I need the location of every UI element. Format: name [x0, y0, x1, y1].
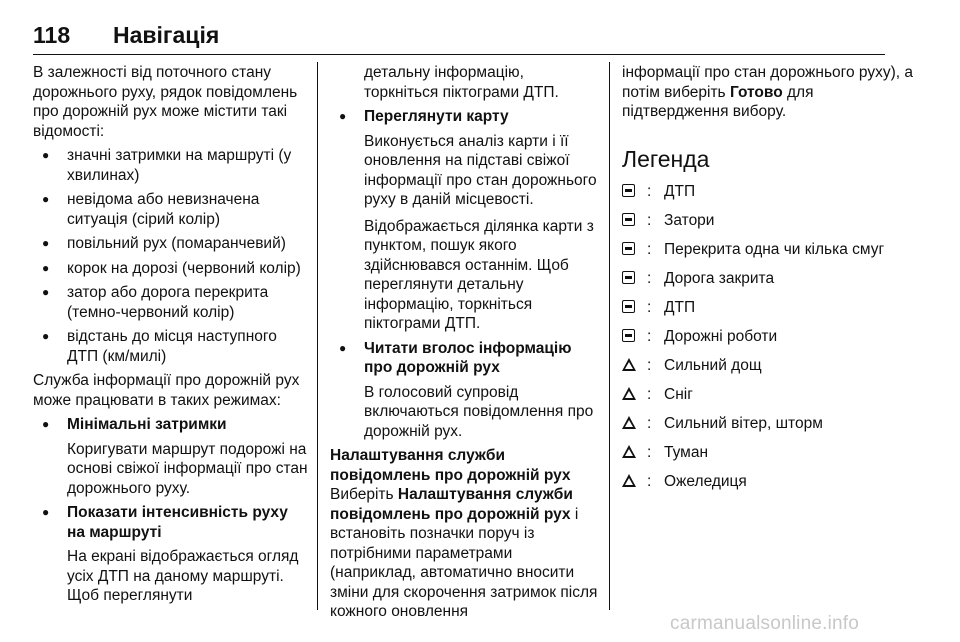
- mode-title: ● Переглянути карту: [364, 108, 509, 125]
- column-2: [330, 63, 598, 622]
- legend-item: : ДТП: [622, 298, 922, 327]
- legend-label: ДТП: [664, 182, 696, 200]
- service-intro: Служба інформації про дорожній рух може працювати в таких режимах:: [33, 372, 300, 409]
- column-divider-1: [317, 62, 318, 610]
- settings-paragraph: [330, 485, 598, 622]
- legend-item: : Затори: [622, 211, 922, 240]
- list-item: ● корок на дорозі (червоний колір): [33, 259, 308, 279]
- mode-title: ● Читати вголос інформацію про дорожній рух: [364, 339, 572, 376]
- continued-paragraph: [622, 63, 922, 122]
- continued-text: інформації про стан дорожнього руху), а потім виберіть: [622, 64, 913, 101]
- list-item: ● значні затримки на маршруті (у хвилинах): [33, 146, 308, 185]
- heavy-rain-icon: [622, 358, 636, 371]
- road-closed-icon: [622, 271, 635, 284]
- lane-closed-icon: [622, 242, 635, 255]
- settings-text: Виберіть: [330, 486, 398, 503]
- settings-menu-label: Налаштування служби повідомлень про дорожній рух: [330, 486, 573, 523]
- mode-title: ● Показати інтенсивність руху на маршруті: [67, 504, 288, 541]
- mode-body: Коригувати маршрут подорожі на основі свіжої інформації про стан дорожнього руху.: [67, 440, 308, 497]
- mode-body: В голосовий супровід включаються повідомлення про дорожній рух.: [364, 383, 594, 440]
- legend-list: [622, 182, 922, 501]
- intro-paragraph: В залежності від поточного стану дорожнього руху, рядок повідомлень про дорожній рух може містити такі відомості:: [33, 64, 298, 140]
- legend-item: : Перекрита одна чи кілька смуг: [622, 240, 922, 269]
- mode-body: Виконується аналіз карти і її оновлення на підставі свіжої інформації про стан дорожнього руху в даній місцевості.: [364, 132, 597, 208]
- fog-icon: [622, 445, 636, 458]
- legend-label: Дорога закрита: [664, 269, 775, 287]
- chapter-title: Навігація: [113, 22, 220, 48]
- list-item: [33, 415, 308, 498]
- congestion-icon: [622, 213, 635, 226]
- strong-wind-icon: [622, 416, 636, 429]
- legend-label: Перекрита одна чи кілька смуг: [664, 240, 885, 258]
- legend-item: : Дорога закрита: [622, 269, 922, 298]
- ice-icon: [622, 474, 636, 487]
- done-label: Готово: [729, 83, 783, 101]
- list-item: ● затор або дорога перекрита (темно-червоний колір): [33, 283, 308, 322]
- continued-text: для підтвердження вибору.: [622, 83, 814, 120]
- column-1: [33, 63, 308, 611]
- legend-label: Затори: [664, 211, 715, 229]
- section-title: Налаштування служби повідомлень про дорожній рух: [330, 447, 571, 484]
- legend-label: Сильний вітер, шторм: [664, 414, 823, 432]
- legend-item: : Сильний вітер, шторм: [622, 414, 922, 443]
- legend-item: : Ожеледиця: [622, 472, 922, 501]
- list-item: [330, 339, 598, 442]
- mode-body: На екрані відображається огляд усіх ДТП на даному маршруті. Щоб переглянути: [67, 548, 299, 604]
- watermark: carmanualsonline.info: [670, 613, 860, 634]
- column-3: [622, 63, 922, 501]
- legend-item: : ДТП: [622, 182, 922, 211]
- mode-title: ● Мінімальні затримки: [67, 416, 227, 433]
- legend-label: Сильний дощ: [664, 356, 762, 374]
- mode-list: [330, 107, 598, 441]
- snow-icon: [622, 387, 636, 400]
- legend-item: : Туман: [622, 443, 922, 472]
- legend-item: : Сніг: [622, 385, 922, 414]
- accident-icon: [622, 184, 635, 197]
- settings-text: і встановіть позначки поруч із потрібними параметрами (наприклад, автоматично вносити зміни для скорочення затримок після кожного оновлення: [330, 505, 598, 620]
- incident-icon: [622, 300, 635, 313]
- column-divider-2: [609, 62, 610, 610]
- list-item: ● відстань до місця наступного ДТП (км/милі): [33, 327, 308, 366]
- legend-label: Сніг: [664, 385, 693, 403]
- list-item: [330, 107, 598, 334]
- page-header: [33, 22, 885, 55]
- mode-list: [33, 415, 308, 606]
- status-bullet-list: [33, 146, 308, 366]
- page-number: 118: [33, 22, 71, 48]
- legend-item: : Сильний дощ: [622, 356, 922, 385]
- list-item: [33, 503, 308, 606]
- list-item: ● повільний рух (помаранчевий): [33, 234, 308, 254]
- legend-label: Дорожні роботи: [664, 327, 778, 345]
- mode-body: Відображається ділянка карти з пунктом, пошук якого здійснювався останнім. Щоб переглянути детальну інформацію, торкніться піктограми ДТП.: [364, 217, 594, 332]
- list-item: ● невідома або невизначена ситуація (сірий колір): [33, 190, 308, 229]
- legend-title: Легенда: [622, 145, 710, 172]
- legend-label: ДТП: [664, 298, 696, 316]
- roadworks-icon: [622, 329, 635, 342]
- legend-item: : Дорожні роботи: [622, 327, 922, 356]
- legend-label: Туман: [664, 443, 709, 461]
- continued-text: детальну інформацію, торкніться піктограми ДТП.: [364, 64, 559, 101]
- legend-label: Ожеледиця: [664, 472, 747, 490]
